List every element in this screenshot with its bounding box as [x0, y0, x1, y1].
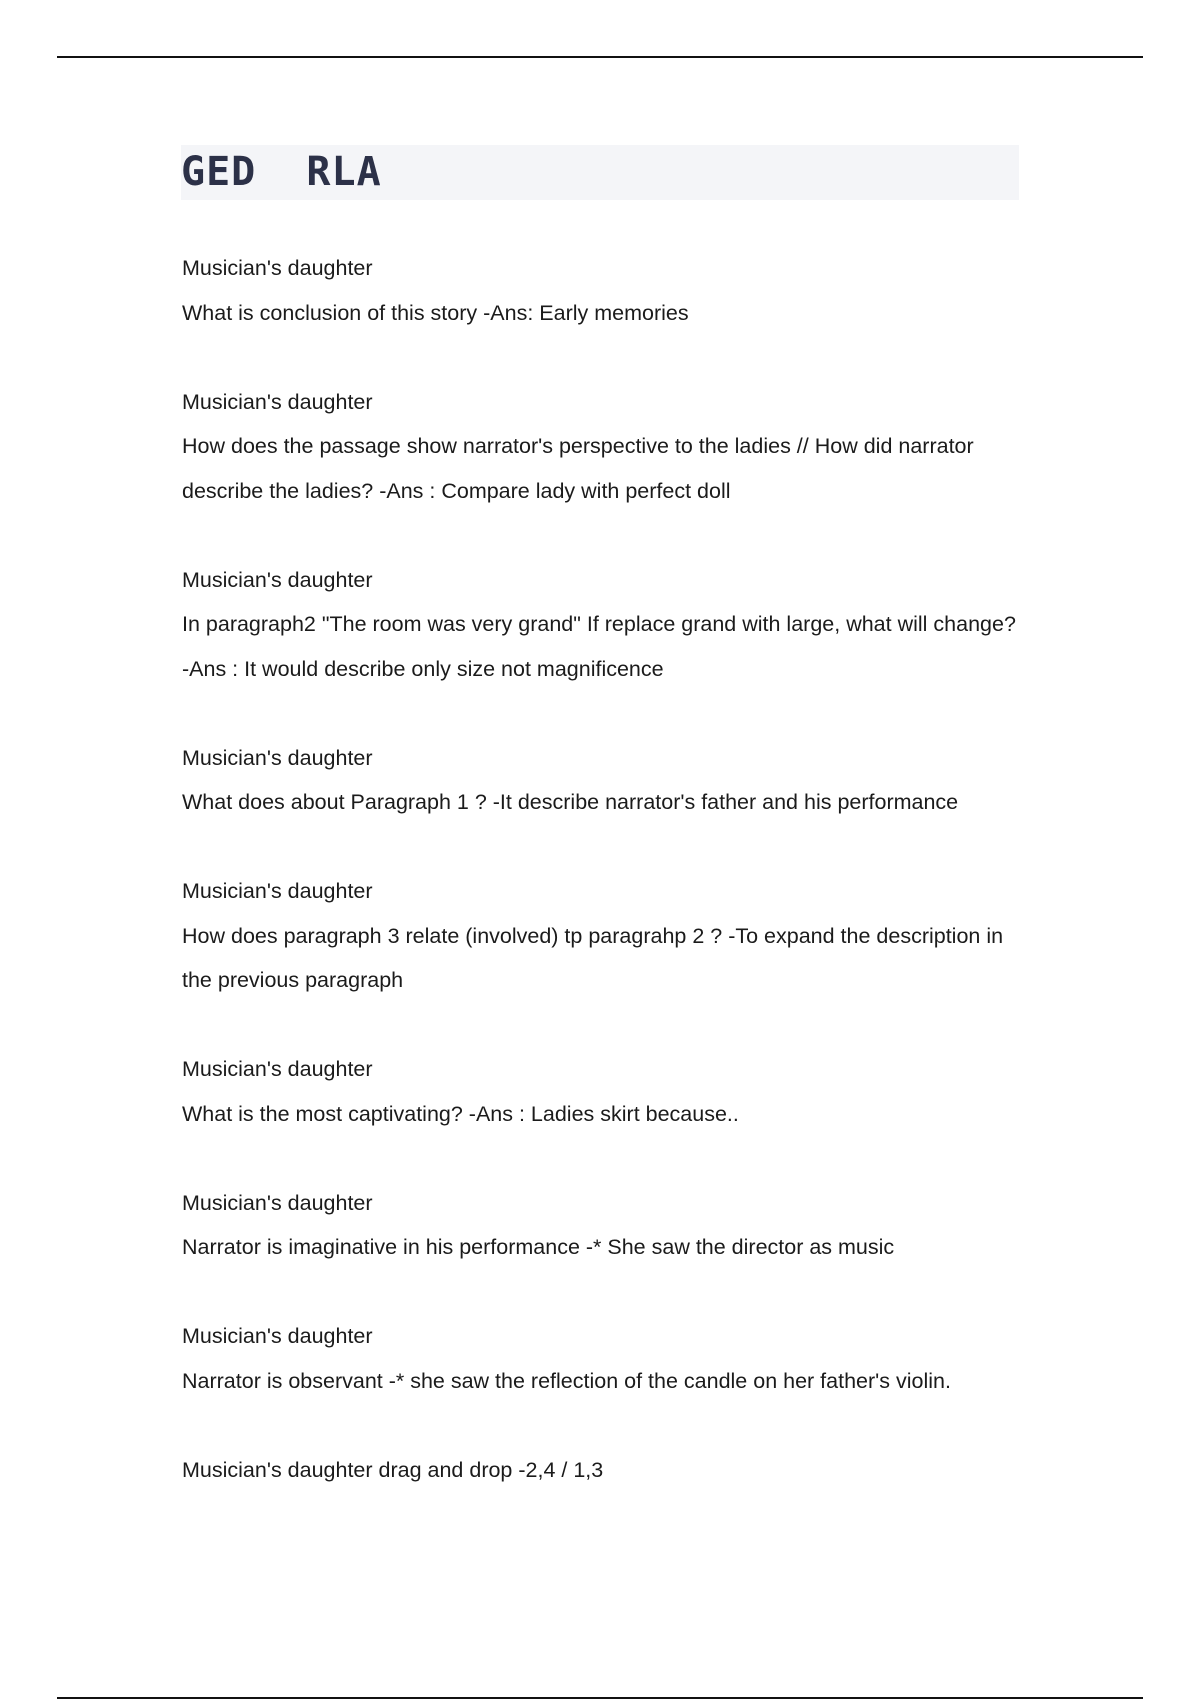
- entry-title: Musician's daughter: [182, 1057, 373, 1081]
- qa-entry: [182, 1047, 1022, 1136]
- document-title: GED RLA: [181, 149, 382, 195]
- entry-title: Musician's daughter: [182, 256, 373, 280]
- qa-entry: [182, 736, 1022, 825]
- qa-entry: [182, 869, 1022, 1003]
- qa-entry: [182, 1314, 1022, 1403]
- entry-title: Musician's daughter: [182, 1324, 373, 1348]
- bottom-rule: [57, 1697, 1143, 1699]
- qa-list: [182, 246, 1022, 1537]
- qa-entry: [182, 1181, 1022, 1270]
- qa-entry: [182, 246, 1022, 335]
- qa-entry: [182, 558, 1022, 692]
- entry-text: What is the most captivating? -Ans : Ladies skirt because..: [182, 1101, 739, 1126]
- entry-text: Narrator is imaginative in his performance -* She saw the director as music: [182, 1235, 895, 1259]
- qa-entry: [182, 380, 1022, 514]
- entry-title: Musician's daughter: [182, 567, 373, 592]
- entry-title: Musician's daughter: [182, 1190, 373, 1215]
- entry-text: How does paragraph 3 relate (involved) tp paragrahp 2 ? -To expand the description in the previous paragraph: [182, 923, 1004, 992]
- entry-text: What does about Paragraph 1 ? -It describe narrator's father and his performance: [182, 790, 959, 814]
- entry-text: What is conclusion of this story -Ans: Early memories: [182, 300, 689, 325]
- entry-title: Musician's daughter: [182, 879, 373, 903]
- entry-text: How does the passage show narrator's perspective to the ladies // How did narrator describe the ladies? -Ans : Compare lady with perfect doll: [182, 434, 974, 503]
- final-line-text: Musician's daughter drag and drop -2,4 / 1,3: [182, 1457, 604, 1482]
- entry-text: Narrator is observant -* she saw the reflection of the candle on her father's violin.: [182, 1368, 951, 1393]
- entry-text: In paragraph2 "The room was very grand" If replace grand with large, what will change? -Ans : It would describe only size not magnificence: [182, 612, 1016, 681]
- entry-title: Musician's daughter: [182, 745, 373, 770]
- entry-title: Musician's daughter: [182, 389, 373, 414]
- top-rule: [57, 56, 1143, 58]
- qa-final-line: [182, 1448, 1022, 1493]
